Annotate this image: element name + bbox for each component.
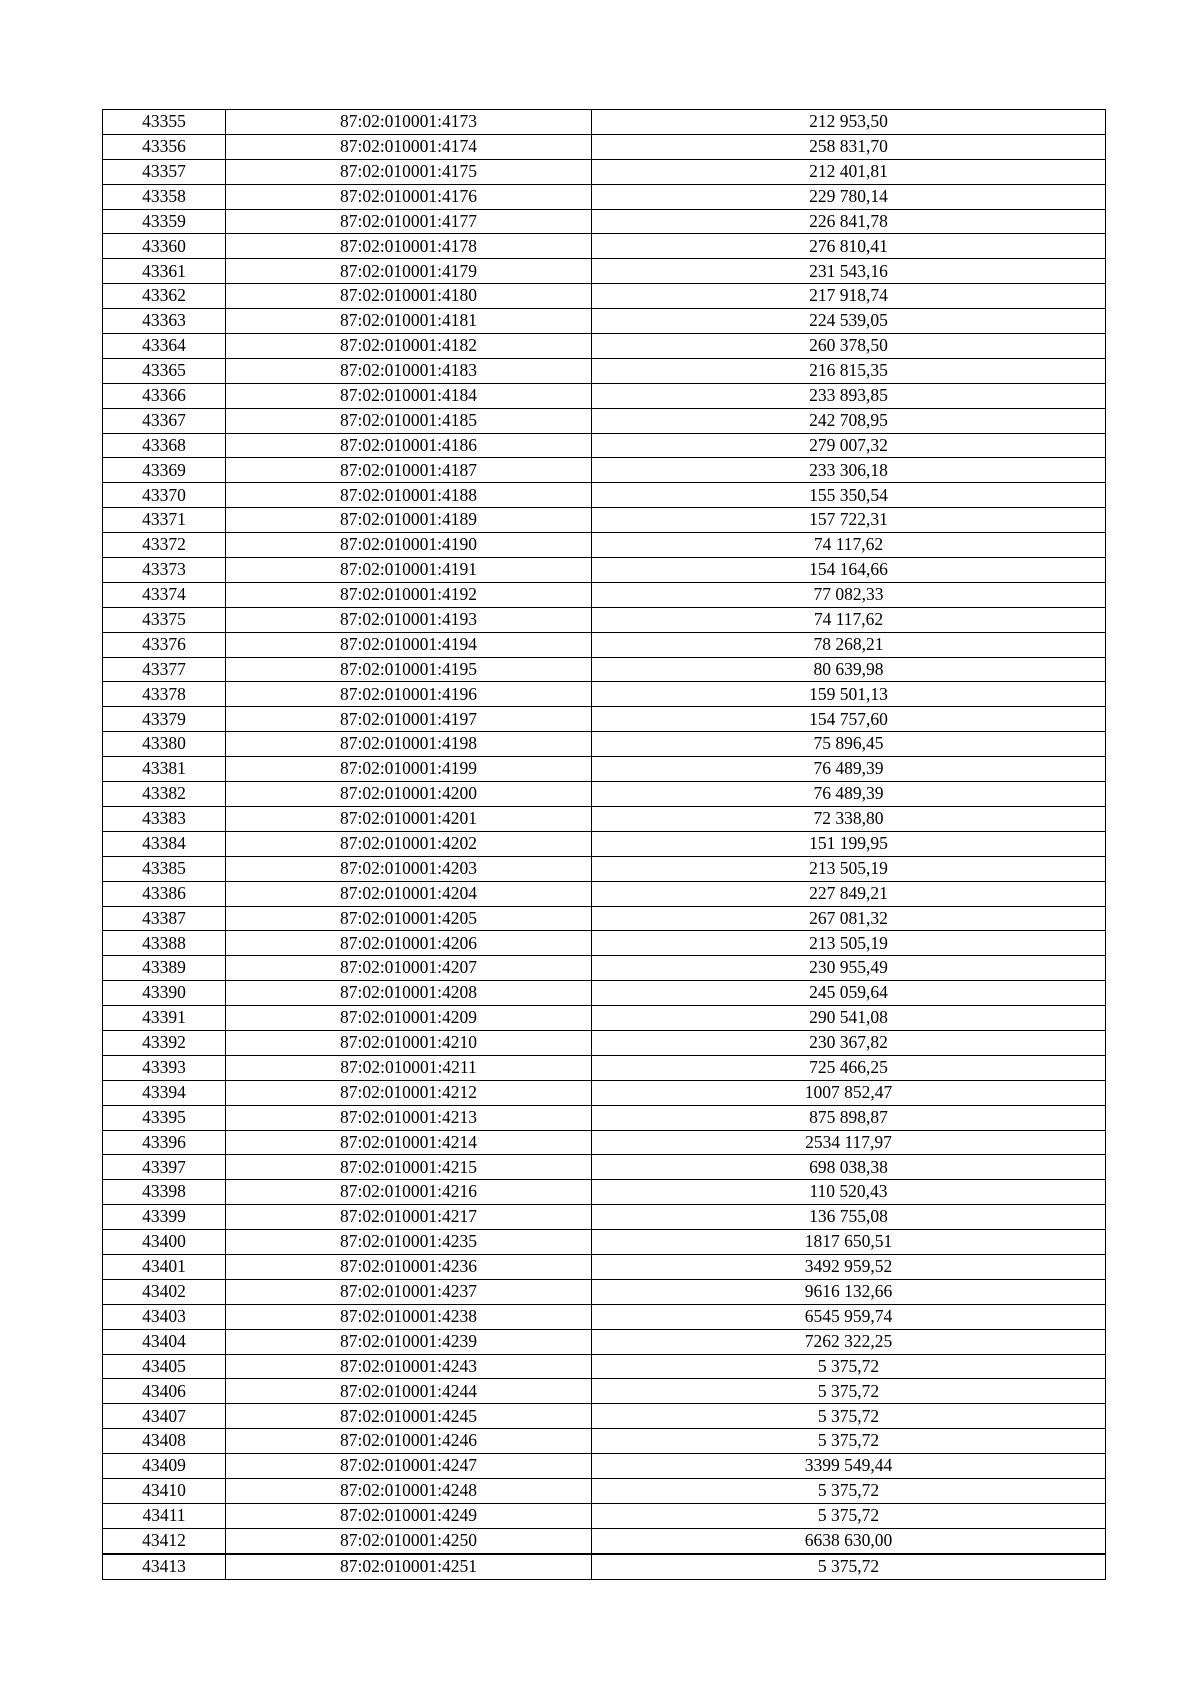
cadastral-value-cell: 155 350,54 bbox=[592, 483, 1106, 508]
table-row bbox=[103, 1180, 1106, 1205]
cadastral-value-cell: 231 543,16 bbox=[592, 259, 1106, 284]
row-number-cell: 43403 bbox=[103, 1304, 226, 1329]
row-number-cell: 43372 bbox=[103, 533, 226, 558]
row-number-cell: 43370 bbox=[103, 483, 226, 508]
cadastral-value-cell: 78 268,21 bbox=[592, 632, 1106, 657]
row-number-cell: 43391 bbox=[103, 1006, 226, 1031]
table-row bbox=[103, 1404, 1106, 1429]
row-number-cell: 43381 bbox=[103, 757, 226, 782]
row-number-cell: 43412 bbox=[103, 1528, 226, 1553]
cadastral-number-cell: 87:02:010001:4195 bbox=[226, 657, 592, 682]
cadastral-number-cell: 87:02:010001:4247 bbox=[226, 1454, 592, 1479]
cadastral-number-cell: 87:02:010001:4199 bbox=[226, 757, 592, 782]
table-row bbox=[103, 757, 1106, 782]
row-number-cell: 43400 bbox=[103, 1230, 226, 1255]
cadastral-number-cell: 87:02:010001:4202 bbox=[226, 831, 592, 856]
cadastral-number-cell: 87:02:010001:4185 bbox=[226, 408, 592, 433]
table-row bbox=[103, 259, 1106, 284]
table-row bbox=[103, 831, 1106, 856]
row-number-cell: 43396 bbox=[103, 1130, 226, 1155]
table-row bbox=[103, 1279, 1106, 1304]
row-number-cell: 43407 bbox=[103, 1404, 226, 1429]
table-row bbox=[103, 682, 1106, 707]
row-number-cell: 43378 bbox=[103, 682, 226, 707]
cadastral-number-cell: 87:02:010001:4245 bbox=[226, 1404, 592, 1429]
table-row bbox=[103, 1503, 1106, 1528]
row-number-cell: 43363 bbox=[103, 309, 226, 334]
cadastral-number-cell: 87:02:010001:4237 bbox=[226, 1279, 592, 1304]
table-row bbox=[103, 209, 1106, 234]
cadastral-value-cell: 213 505,19 bbox=[592, 931, 1106, 956]
cadastral-value-cell: 875 898,87 bbox=[592, 1105, 1106, 1130]
cadastral-number-cell: 87:02:010001:4206 bbox=[226, 931, 592, 956]
cadastral-number-cell: 87:02:010001:4246 bbox=[226, 1429, 592, 1454]
cadastral-value-cell: 74 117,62 bbox=[592, 533, 1106, 558]
table-row bbox=[103, 1055, 1106, 1080]
cadastral-value-cell: 6638 630,00 bbox=[592, 1528, 1106, 1553]
cadastral-number-cell: 87:02:010001:4181 bbox=[226, 309, 592, 334]
cadastral-number-cell: 87:02:010001:4186 bbox=[226, 433, 592, 458]
cadastral-value-cell: 5 375,72 bbox=[592, 1478, 1106, 1503]
table-row bbox=[103, 358, 1106, 383]
cadastral-value-cell: 157 722,31 bbox=[592, 508, 1106, 533]
table-row bbox=[103, 184, 1106, 209]
cadastral-number-cell: 87:02:010001:4207 bbox=[226, 956, 592, 981]
cadastral-value-cell: 75 896,45 bbox=[592, 732, 1106, 757]
cadastral-number-cell: 87:02:010001:4208 bbox=[226, 981, 592, 1006]
cadastral-number-cell: 87:02:010001:4184 bbox=[226, 383, 592, 408]
cadastral-number-cell: 87:02:010001:4236 bbox=[226, 1254, 592, 1279]
cadastral-value-cell: 80 639,98 bbox=[592, 657, 1106, 682]
cadastral-number-cell: 87:02:010001:4250 bbox=[226, 1528, 592, 1553]
cadastral-value-cell: 72 338,80 bbox=[592, 806, 1106, 831]
table-row bbox=[103, 607, 1106, 632]
cadastral-value-cell: 136 755,08 bbox=[592, 1205, 1106, 1230]
row-number-cell: 43385 bbox=[103, 856, 226, 881]
cadastral-value-cell: 267 081,32 bbox=[592, 906, 1106, 931]
row-number-cell: 43388 bbox=[103, 931, 226, 956]
table-row bbox=[103, 433, 1106, 458]
row-number-cell: 43371 bbox=[103, 508, 226, 533]
cadastral-value-cell: 5 375,72 bbox=[592, 1554, 1106, 1579]
row-number-cell: 43401 bbox=[103, 1254, 226, 1279]
table-row bbox=[103, 1429, 1106, 1454]
table-row bbox=[103, 1030, 1106, 1055]
cadastral-value-cell: 1007 852,47 bbox=[592, 1080, 1106, 1105]
cadastral-value-cell: 276 810,41 bbox=[592, 234, 1106, 259]
cadastral-number-cell: 87:02:010001:4204 bbox=[226, 881, 592, 906]
table-row bbox=[103, 159, 1106, 184]
cadastral-number-cell: 87:02:010001:4190 bbox=[226, 533, 592, 558]
cadastral-value-cell: 3492 959,52 bbox=[592, 1254, 1106, 1279]
cadastral-value-cell: 212 953,50 bbox=[592, 110, 1106, 135]
cadastral-value-cell: 74 117,62 bbox=[592, 607, 1106, 632]
table-row bbox=[103, 931, 1106, 956]
row-number-cell: 43376 bbox=[103, 632, 226, 657]
table-body bbox=[103, 110, 1106, 1580]
cadastral-number-cell: 87:02:010001:4211 bbox=[226, 1055, 592, 1080]
row-number-cell: 43392 bbox=[103, 1030, 226, 1055]
cadastral-value-cell: 5 375,72 bbox=[592, 1379, 1106, 1404]
table-row bbox=[103, 1254, 1106, 1279]
row-number-cell: 43377 bbox=[103, 657, 226, 682]
row-number-cell: 43357 bbox=[103, 159, 226, 184]
table-row bbox=[103, 1155, 1106, 1180]
table-row bbox=[103, 1478, 1106, 1503]
row-number-cell: 43382 bbox=[103, 782, 226, 807]
row-number-cell: 43408 bbox=[103, 1429, 226, 1454]
row-number-cell: 43364 bbox=[103, 334, 226, 359]
row-number-cell: 43368 bbox=[103, 433, 226, 458]
table-row bbox=[103, 508, 1106, 533]
table-row bbox=[103, 1379, 1106, 1404]
cadastral-value-cell: 242 708,95 bbox=[592, 408, 1106, 433]
table-row bbox=[103, 1354, 1106, 1379]
table-row bbox=[103, 1528, 1106, 1553]
cadastral-number-cell: 87:02:010001:4187 bbox=[226, 458, 592, 483]
table-row bbox=[103, 881, 1106, 906]
row-number-cell: 43373 bbox=[103, 558, 226, 583]
table-row bbox=[103, 334, 1106, 359]
cadastral-number-cell: 87:02:010001:4249 bbox=[226, 1503, 592, 1528]
table-row bbox=[103, 806, 1106, 831]
cadastral-number-cell: 87:02:010001:4192 bbox=[226, 582, 592, 607]
table-row bbox=[103, 956, 1106, 981]
table-row bbox=[103, 782, 1106, 807]
row-number-cell: 43359 bbox=[103, 209, 226, 234]
cadastral-value-cell: 229 780,14 bbox=[592, 184, 1106, 209]
row-number-cell: 43389 bbox=[103, 956, 226, 981]
cadastral-value-cell: 1817 650,51 bbox=[592, 1230, 1106, 1255]
row-number-cell: 43399 bbox=[103, 1205, 226, 1230]
table-row bbox=[103, 533, 1106, 558]
table-row bbox=[103, 383, 1106, 408]
cadastral-number-cell: 87:02:010001:4182 bbox=[226, 334, 592, 359]
table-row bbox=[103, 284, 1106, 309]
cadastral-value-cell: 76 489,39 bbox=[592, 782, 1106, 807]
cadastral-value-cell: 9616 132,66 bbox=[592, 1279, 1106, 1304]
cadastral-number-cell: 87:02:010001:4212 bbox=[226, 1080, 592, 1105]
cadastral-value-cell: 77 082,33 bbox=[592, 582, 1106, 607]
table-row bbox=[103, 558, 1106, 583]
row-number-cell: 43386 bbox=[103, 881, 226, 906]
row-number-cell: 43411 bbox=[103, 1503, 226, 1528]
row-number-cell: 43361 bbox=[103, 259, 226, 284]
table-row bbox=[103, 707, 1106, 732]
row-number-cell: 43390 bbox=[103, 981, 226, 1006]
row-number-cell: 43404 bbox=[103, 1329, 226, 1354]
row-number-cell: 43402 bbox=[103, 1279, 226, 1304]
cadastral-number-cell: 87:02:010001:4175 bbox=[226, 159, 592, 184]
table-row bbox=[103, 632, 1106, 657]
table-row bbox=[103, 1454, 1106, 1479]
cadastral-value-cell: 698 038,38 bbox=[592, 1155, 1106, 1180]
row-number-cell: 43358 bbox=[103, 184, 226, 209]
cadastral-value-cell: 230 367,82 bbox=[592, 1030, 1106, 1055]
cadastral-number-cell: 87:02:010001:4196 bbox=[226, 682, 592, 707]
cadastral-number-cell: 87:02:010001:4183 bbox=[226, 358, 592, 383]
table-row bbox=[103, 1230, 1106, 1255]
table-row bbox=[103, 408, 1106, 433]
cadastral-value-cell: 5 375,72 bbox=[592, 1429, 1106, 1454]
cadastral-number-cell: 87:02:010001:4235 bbox=[226, 1230, 592, 1255]
table-row bbox=[103, 458, 1106, 483]
cadastral-number-cell: 87:02:010001:4189 bbox=[226, 508, 592, 533]
table-row bbox=[103, 1554, 1106, 1579]
cadastral-number-cell: 87:02:010001:4215 bbox=[226, 1155, 592, 1180]
row-number-cell: 43356 bbox=[103, 134, 226, 159]
cadastral-value-cell: 213 505,19 bbox=[592, 856, 1106, 881]
cadastral-number-cell: 87:02:010001:4243 bbox=[226, 1354, 592, 1379]
table-row bbox=[103, 134, 1106, 159]
table-row bbox=[103, 1080, 1106, 1105]
cadastral-value-cell: 212 401,81 bbox=[592, 159, 1106, 184]
cadastral-number-cell: 87:02:010001:4216 bbox=[226, 1180, 592, 1205]
cadastral-number-cell: 87:02:010001:4203 bbox=[226, 856, 592, 881]
row-number-cell: 43393 bbox=[103, 1055, 226, 1080]
row-number-cell: 43367 bbox=[103, 408, 226, 433]
table-row bbox=[103, 906, 1106, 931]
table-row bbox=[103, 1130, 1106, 1155]
cadastral-number-cell: 87:02:010001:4178 bbox=[226, 234, 592, 259]
cadastral-number-cell: 87:02:010001:4205 bbox=[226, 906, 592, 931]
cadastral-value-cell: 6545 959,74 bbox=[592, 1304, 1106, 1329]
cadastral-value-cell: 216 815,35 bbox=[592, 358, 1106, 383]
cadastral-value-cell: 233 306,18 bbox=[592, 458, 1106, 483]
cadastral-number-cell: 87:02:010001:4180 bbox=[226, 284, 592, 309]
cadastral-value-cell: 7262 322,25 bbox=[592, 1329, 1106, 1354]
cadastral-number-cell: 87:02:010001:4194 bbox=[226, 632, 592, 657]
cadastral-value-cell: 230 955,49 bbox=[592, 956, 1106, 981]
cadastral-value-cell: 224 539,05 bbox=[592, 309, 1106, 334]
row-number-cell: 43409 bbox=[103, 1454, 226, 1479]
cadastral-number-cell: 87:02:010001:4191 bbox=[226, 558, 592, 583]
table-row bbox=[103, 234, 1106, 259]
cadastral-number-cell: 87:02:010001:4213 bbox=[226, 1105, 592, 1130]
cadastral-number-cell: 87:02:010001:4209 bbox=[226, 1006, 592, 1031]
row-number-cell: 43387 bbox=[103, 906, 226, 931]
cadastral-number-cell: 87:02:010001:4200 bbox=[226, 782, 592, 807]
row-number-cell: 43405 bbox=[103, 1354, 226, 1379]
row-number-cell: 43355 bbox=[103, 110, 226, 135]
row-number-cell: 43384 bbox=[103, 831, 226, 856]
cadastral-value-cell: 233 893,85 bbox=[592, 383, 1106, 408]
cadastral-number-cell: 87:02:010001:4176 bbox=[226, 184, 592, 209]
cadastral-value-cell: 154 757,60 bbox=[592, 707, 1106, 732]
cadastral-value-cell: 3399 549,44 bbox=[592, 1454, 1106, 1479]
table-row bbox=[103, 1329, 1106, 1354]
table-row bbox=[103, 732, 1106, 757]
row-number-cell: 43394 bbox=[103, 1080, 226, 1105]
cadastral-number-cell: 87:02:010001:4217 bbox=[226, 1205, 592, 1230]
row-number-cell: 43406 bbox=[103, 1379, 226, 1404]
table-row bbox=[103, 309, 1106, 334]
cadastral-number-cell: 87:02:010001:4174 bbox=[226, 134, 592, 159]
table-row bbox=[103, 1205, 1106, 1230]
table-row bbox=[103, 1006, 1106, 1031]
cadastral-value-cell: 2534 117,97 bbox=[592, 1130, 1106, 1155]
table-row bbox=[103, 981, 1106, 1006]
row-number-cell: 43365 bbox=[103, 358, 226, 383]
row-number-cell: 43379 bbox=[103, 707, 226, 732]
table-row bbox=[103, 110, 1106, 135]
table-row bbox=[103, 582, 1106, 607]
cadastral-number-cell: 87:02:010001:4201 bbox=[226, 806, 592, 831]
cadastral-value-cell: 159 501,13 bbox=[592, 682, 1106, 707]
cadastral-number-cell: 87:02:010001:4197 bbox=[226, 707, 592, 732]
row-number-cell: 43366 bbox=[103, 383, 226, 408]
cadastral-number-cell: 87:02:010001:4244 bbox=[226, 1379, 592, 1404]
cadastral-value-cell: 76 489,39 bbox=[592, 757, 1106, 782]
cadastral-number-cell: 87:02:010001:4188 bbox=[226, 483, 592, 508]
cadastral-value-cell: 217 918,74 bbox=[592, 284, 1106, 309]
cadastral-value-cell: 5 375,72 bbox=[592, 1404, 1106, 1429]
cadastral-number-cell: 87:02:010001:4251 bbox=[226, 1554, 592, 1579]
cadastral-number-cell: 87:02:010001:4248 bbox=[226, 1478, 592, 1503]
row-number-cell: 43369 bbox=[103, 458, 226, 483]
cadastral-number-cell: 87:02:010001:4173 bbox=[226, 110, 592, 135]
cadastral-value-cell: 5 375,72 bbox=[592, 1503, 1106, 1528]
row-number-cell: 43397 bbox=[103, 1155, 226, 1180]
cadastral-value-cell: 290 541,08 bbox=[592, 1006, 1106, 1031]
table-row bbox=[103, 856, 1106, 881]
cadastral-number-cell: 87:02:010001:4238 bbox=[226, 1304, 592, 1329]
cadastral-number-cell: 87:02:010001:4179 bbox=[226, 259, 592, 284]
cadastral-number-cell: 87:02:010001:4214 bbox=[226, 1130, 592, 1155]
cadastral-number-cell: 87:02:010001:4239 bbox=[226, 1329, 592, 1354]
cadastral-value-cell: 154 164,66 bbox=[592, 558, 1106, 583]
row-number-cell: 43383 bbox=[103, 806, 226, 831]
cadastral-value-cell: 226 841,78 bbox=[592, 209, 1106, 234]
row-number-cell: 43362 bbox=[103, 284, 226, 309]
cadastral-value-cell: 245 059,64 bbox=[592, 981, 1106, 1006]
row-number-cell: 43375 bbox=[103, 607, 226, 632]
cadastral-value-table bbox=[102, 109, 1106, 1580]
cadastral-value-cell: 725 466,25 bbox=[592, 1055, 1106, 1080]
cadastral-number-cell: 87:02:010001:4210 bbox=[226, 1030, 592, 1055]
cadastral-number-cell: 87:02:010001:4193 bbox=[226, 607, 592, 632]
cadastral-number-cell: 87:02:010001:4198 bbox=[226, 732, 592, 757]
table-row bbox=[103, 1304, 1106, 1329]
row-number-cell: 43380 bbox=[103, 732, 226, 757]
cadastral-value-cell: 279 007,32 bbox=[592, 433, 1106, 458]
cadastral-number-cell: 87:02:010001:4177 bbox=[226, 209, 592, 234]
table-row bbox=[103, 1105, 1106, 1130]
cadastral-value-cell: 258 831,70 bbox=[592, 134, 1106, 159]
row-number-cell: 43360 bbox=[103, 234, 226, 259]
cadastral-value-cell: 260 378,50 bbox=[592, 334, 1106, 359]
row-number-cell: 43413 bbox=[103, 1554, 226, 1579]
cadastral-value-cell: 5 375,72 bbox=[592, 1354, 1106, 1379]
row-number-cell: 43395 bbox=[103, 1105, 226, 1130]
row-number-cell: 43410 bbox=[103, 1478, 226, 1503]
table-row bbox=[103, 657, 1106, 682]
cadastral-value-cell: 110 520,43 bbox=[592, 1180, 1106, 1205]
cadastral-value-cell: 151 199,95 bbox=[592, 831, 1106, 856]
row-number-cell: 43374 bbox=[103, 582, 226, 607]
row-number-cell: 43398 bbox=[103, 1180, 226, 1205]
cadastral-value-cell: 227 849,21 bbox=[592, 881, 1106, 906]
table-row bbox=[103, 483, 1106, 508]
